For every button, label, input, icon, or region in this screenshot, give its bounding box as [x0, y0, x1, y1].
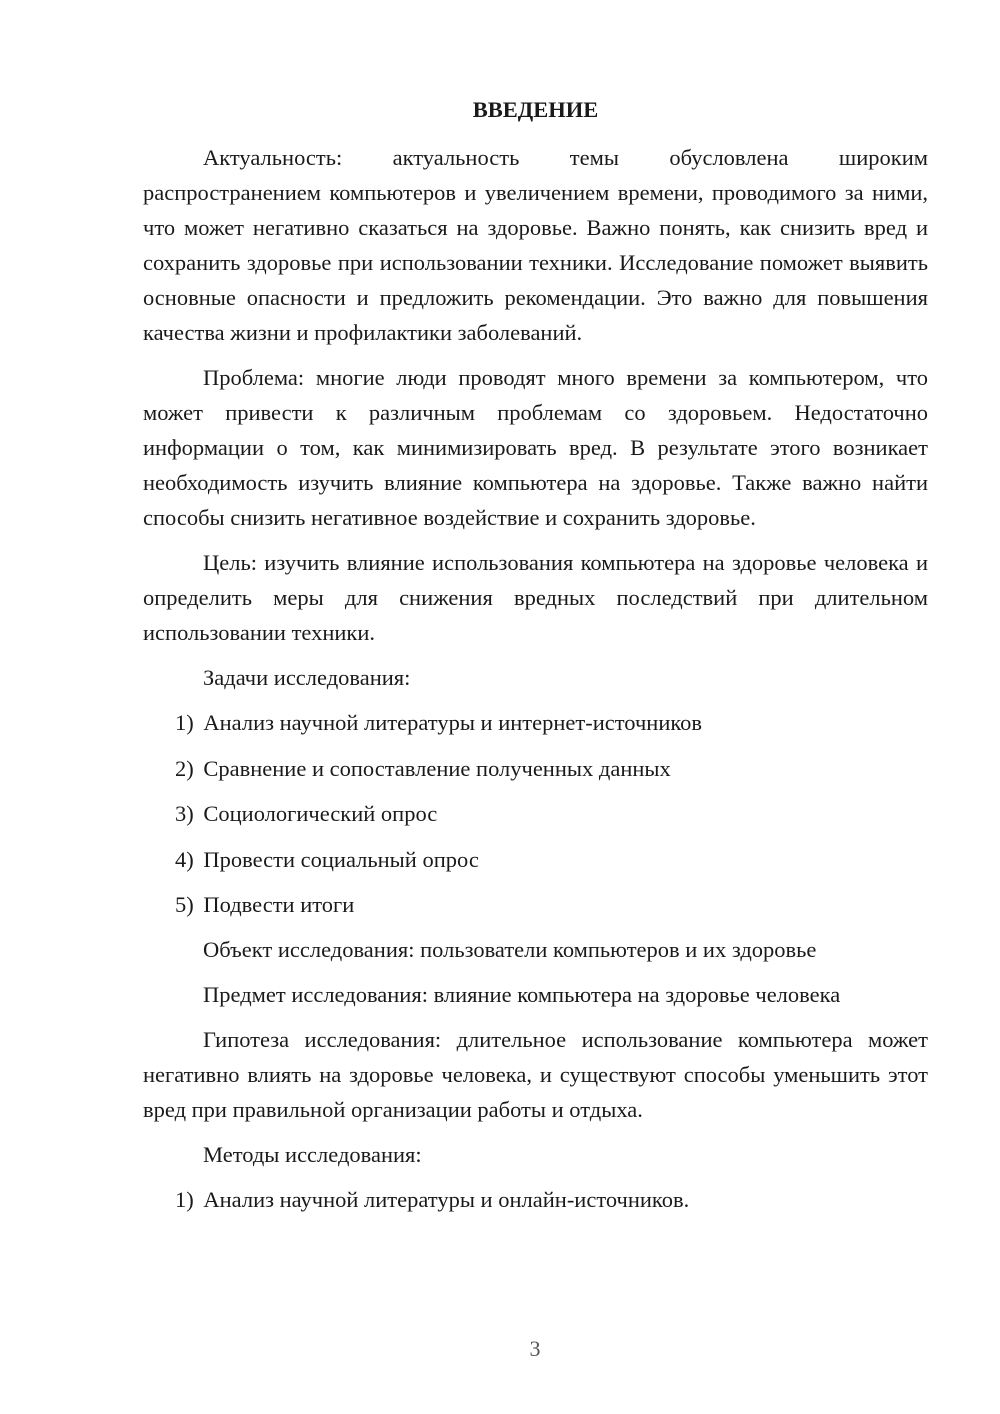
list-item-text: Анализ научной литературы и интернет-источников [203, 710, 703, 735]
page-title: ВВЕДЕНИЕ [472, 97, 599, 122]
list-item-number: 2) [175, 755, 194, 781]
list-item [143, 751, 928, 786]
document-page [143, 92, 928, 1227]
tasks-list [143, 705, 928, 922]
list-item-number: 1) [175, 710, 194, 735]
list-item [143, 887, 928, 922]
list-item-number: 3) [175, 801, 194, 826]
paragraph-problem: Проблема: многие люди проводят много времени за компьютером, что может привести к различным проблемам со здоровьем. Недостаточно информации о том, как минимизировать вред. В результате этого возникает необходимость изучить влияние компьютера на здоровье. Также важно найти способы снизить негативное воздействие и сохранить здоровье. [143, 365, 928, 530]
research-subject: Предмет исследования: влияние компьютера на здоровье человека [203, 982, 841, 1007]
list-item [143, 705, 928, 740]
page-number: 3 [529, 1336, 541, 1361]
list-item [143, 1182, 928, 1217]
list-item-number: 1) [175, 1187, 194, 1212]
paragraph-relevance: Актуальность: актуальность темы обусловлена широким распространением компьютеров и увеличением времени, проводимого за ними, что может негативно сказаться на здоровье. Важно понять, как снизить вред и сохранить здоровье при использовании техники. Исследование поможет выявить основные опасности и предложить рекомендации. Это важно для повышения качества жизни и профилактики заболеваний. [143, 145, 928, 345]
paragraph-hypothesis: Гипотеза исследования: длительное использование компьютера может негативно влиять на здоровье человека, и существуют способы уменьшить этот вред при правильной организации работы и отдыха. [143, 1027, 928, 1122]
list-item-text: Подвести итоги [203, 892, 355, 917]
paragraph-goal: Цель: изучить влияние использования компьютера на здоровье человека и определить меры для снижения вредных последствий при длительном использовании техники. [143, 550, 928, 645]
research-object: Объект исследования: пользователи компьютеров и их здоровье [203, 937, 817, 962]
list-item-number: 4) [175, 846, 194, 872]
list-item-text: Сравнение и сопоставление полученных данных [203, 755, 671, 781]
list-item-text: Анализ научной литературы и онлайн-источников. [203, 1187, 690, 1212]
list-item-text: Провести социальный опрос [203, 846, 479, 872]
tasks-label: Задачи исследования: [203, 665, 411, 690]
methods-label: Методы исследования: [203, 1142, 422, 1167]
list-item-text: Социологический опрос [203, 801, 438, 826]
list-item-number: 5) [175, 892, 194, 917]
list-item [143, 842, 928, 877]
methods-list [143, 1182, 928, 1217]
list-item [143, 796, 928, 831]
